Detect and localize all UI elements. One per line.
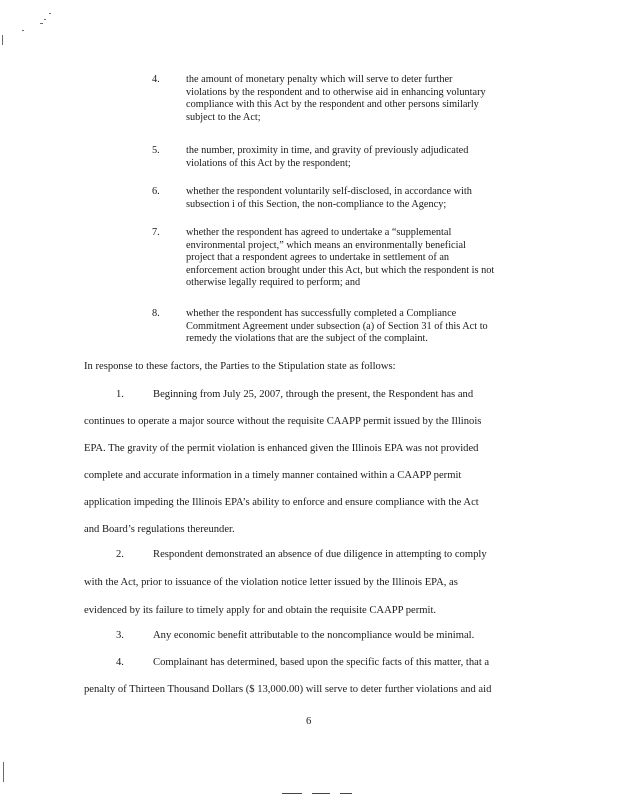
finding-line: EPA. The gravity of the permit violation is enhanced given the Illinois EPA was not provided (84, 443, 479, 454)
criterion-line: subject to the Act; (186, 111, 261, 123)
scan-speck (44, 19, 46, 20)
criterion-line: subsection i of this Section, the non-compliance to the Agency; (186, 198, 447, 210)
finding-number: 1. (116, 389, 124, 400)
finding-line: continues to operate a major source without the requisite CAAPP permit issued by the Illinois (84, 416, 482, 427)
scan-speck (49, 13, 51, 14)
finding-line: Any economic benefit attributable to the noncompliance would be minimal. (153, 630, 475, 641)
criterion-line: the number, proximity in time, and gravity of previously adjudicated (186, 145, 469, 156)
criterion-line: whether the respondent has agreed to undertake a “supplemental (186, 227, 452, 238)
scan-speck (22, 30, 24, 31)
scan-rule (282, 793, 302, 794)
criterion-number: 5. (152, 145, 160, 156)
scan-rule (340, 793, 352, 794)
finding-line: penalty of Thirteen Thousand Dollars ($ 13,000.00) will serve to deter further violations and aid (84, 684, 492, 695)
criterion-line: violations by the respondent and to otherwise aid in enhancing voluntary (186, 86, 486, 98)
finding-line: Respondent demonstrated an absence of due diligence in attempting to comply (153, 549, 487, 560)
scan-speck (3, 762, 4, 782)
criterion-line: environmental project,” which means an environmentally beneficial (186, 239, 466, 251)
criterion-line: violations of this Act by the respondent; (186, 157, 351, 169)
intro-paragraph: In response to these factors, the Parties to the Stipulation state as follows: (84, 361, 396, 372)
finding-number: 4. (116, 657, 124, 668)
finding-line: Complainant has determined, based upon the specific facts of this matter, that a (153, 657, 490, 668)
criterion-line: otherwise legally required to perform; and (186, 277, 361, 289)
criterion-line: the amount of monetary penalty which will serve to deter further (186, 74, 453, 85)
criterion-line: whether the respondent voluntarily self-disclosed, in accordance with (186, 186, 472, 197)
finding-line: and Board’s regulations thereunder. (84, 524, 235, 535)
finding-line: evidenced by its failure to timely apply for and obtain the requisite CAAPP permit. (84, 605, 437, 616)
scan-rule (312, 793, 330, 794)
criterion-number: 6. (152, 186, 160, 197)
criterion-line: compliance with this Act by the respondent and other persons similarly (186, 99, 479, 111)
scan-speck (2, 35, 3, 45)
criterion-line: remedy the violations that are the subject of the complaint. (186, 333, 428, 345)
finding-line: with the Act, prior to issuance of the violation notice letter issued by the Illinois EPA, as (84, 577, 458, 588)
criterion-line: project that a respondent agrees to undertake in settlement of an (186, 252, 450, 264)
criterion-line: enforcement action brought under this Act, but which the respondent is not (186, 264, 495, 276)
criterion-number: 7. (152, 227, 160, 238)
finding-line: complete and accurate information in a timely manner contained within a CAAPP permit (84, 470, 462, 481)
criterion-line: whether the respondent has successfully completed a Compliance (186, 308, 457, 319)
criterion-number: 8. (152, 308, 160, 319)
finding-number: 2. (116, 549, 124, 560)
finding-number: 3. (116, 630, 124, 641)
finding-line: application impeding the Illinois EPA’s ability to enforce and ensure compliance with the Act (84, 497, 479, 508)
finding-line: Beginning from July 25, 2007, through the present, the Respondent has and (153, 389, 474, 400)
criterion-line: Commitment Agreement under subsection (a) of Section 31 of this Act to (186, 320, 488, 332)
scan-speck (40, 23, 43, 24)
page-number: 6 (306, 716, 312, 727)
criterion-number: 4. (152, 74, 160, 85)
